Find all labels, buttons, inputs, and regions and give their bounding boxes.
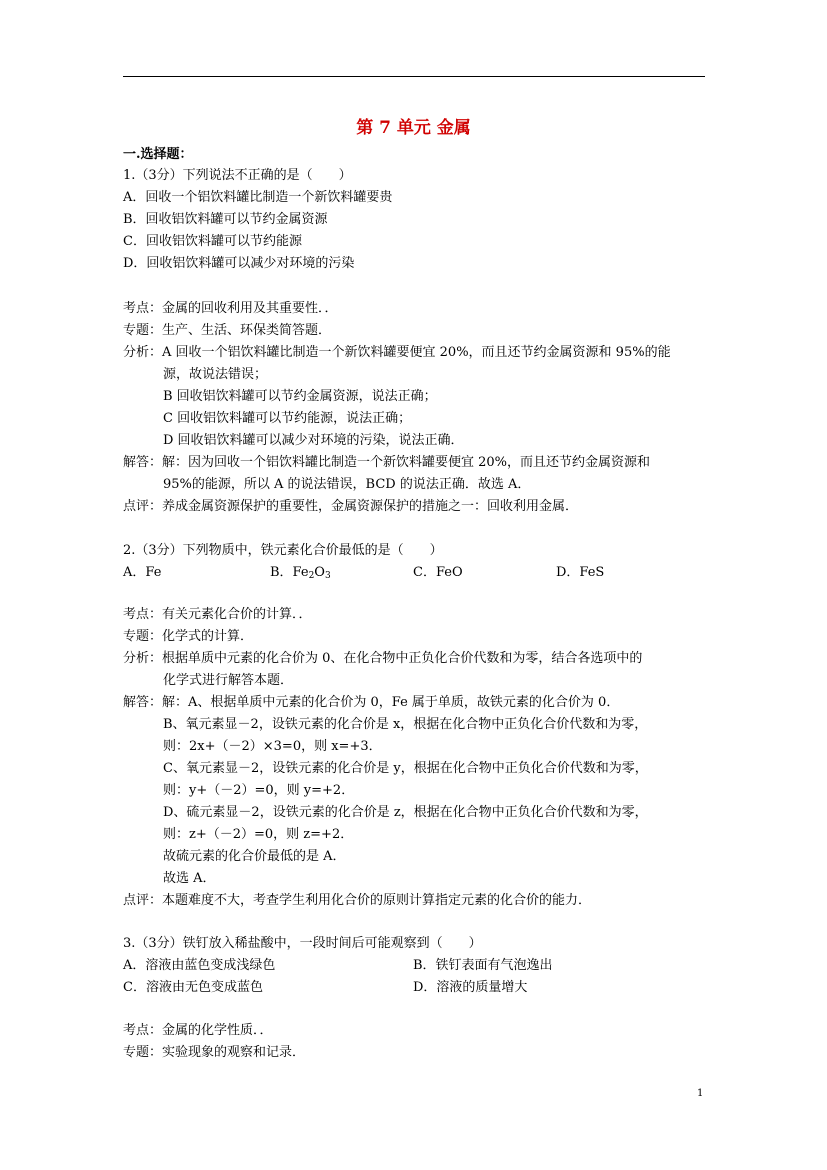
q2-option-c: C．FeO <box>413 565 463 580</box>
q2-jieda-line: 则：y+（－2）=0，则 y=+2． <box>163 783 355 798</box>
q1-zhuanti: 专题：生产、生活、环保类简答题． <box>123 323 332 338</box>
q1-fenxi-line: D 回收铝饮料罐可以减少对环境的污染，说法正确． <box>163 433 464 448</box>
q1-fenxi-line: 源，故说法错误； <box>163 367 268 382</box>
q3-stem: 3.（3分）铁钉放入稀盐酸中，一段时间后可能观察到（ ） <box>123 936 482 951</box>
q3-zhuanti: 专题：实验现象的观察和记录． <box>123 1045 306 1060</box>
q3-option-b: B．铁钉表面有气泡逸出 <box>413 958 553 973</box>
q1-fenxi-line: C 回收铝饮料罐可以节约能源，说法正确； <box>163 411 412 426</box>
q2-jieda-line: 则：z+（－2）=0，则 z=+2． <box>163 827 354 842</box>
q2-jieda-line: 则：2x+（－2）×3=0，则 x=+3． <box>163 739 382 754</box>
q1-stem: 1.（3分）下列说法不正确的是（ ） <box>123 168 352 183</box>
q1-dianping: 点评：养成金属资源保护的重要性，金属资源保护的措施之一：回收利用金属． <box>123 499 579 514</box>
q3-option-a: A．溶液由蓝色变成浅绿色 <box>123 958 276 973</box>
header-rule <box>123 76 705 77</box>
q1-option-d: D．回收铝饮料罐可以减少对环境的污染 <box>123 256 355 271</box>
q2-option-b-sub1: 2 <box>308 571 315 581</box>
q2-option-b-mid: O <box>314 565 325 580</box>
q2-fenxi-line: 分析：根据单质中元素的化合价为 0、在化合物中正负化合价代数和为零，结合各选项中的 <box>123 651 643 666</box>
q2-jieda-line: 故硫元素的化合价最低的是 A． <box>163 849 346 864</box>
q2-option-b-label: B．Fe <box>270 565 309 580</box>
q3-kaodian: 考点：金属的化学性质．． <box>123 1023 273 1038</box>
q1-jieda-line: 解答：解：因为回收一个铝饮料罐比制造一个新饮料罐要便宜 20%，而且还节约金属资源和 <box>123 455 651 470</box>
q2-option-a: A．Fe <box>123 565 162 580</box>
q2-jieda-line: C、氧元素显－2，设铁元素的化合价是 y，根据在化合物中正负化合价代数和为零， <box>163 761 648 776</box>
q2-jieda-line: 故选 A． <box>163 871 216 886</box>
q1-kaodian: 考点：金属的回收利用及其重要性．． <box>123 301 338 316</box>
q3-option-d: D．溶液的质量增大 <box>413 980 528 995</box>
q2-jieda-line: 解答：解：A、根据单质中元素的化合价为 0，Fe 属于单质，故铁元素的化合价为 0． <box>123 695 620 710</box>
q1-option-c: C．回收铝饮料罐可以节约能源 <box>123 234 302 249</box>
q1-jieda-line: 95%的能源，所以 A 的说法错误，BCD 的说法正确．故选 A． <box>163 477 531 492</box>
q2-kaodian: 考点：有关元素化合价的计算．． <box>123 607 312 622</box>
q3-option-c: C．溶液由无色变成蓝色 <box>123 980 263 995</box>
q1-option-b: B．回收铝饮料罐可以节约金属资源 <box>123 212 328 227</box>
q2-zhuanti: 专题：化学式的计算． <box>123 629 254 644</box>
q2-option-b <box>270 564 331 585</box>
page-number: 1 <box>697 1088 704 1099</box>
q1-option-a: A．回收一个铝饮料罐比制造一个新饮料罐要贵 <box>123 190 393 205</box>
q2-jieda-line: D、硫元素显－2，设铁元素的化合价是 z，根据在化合物中正负化合价代数和为零， <box>163 805 648 820</box>
q1-fenxi-line: B 回收铝饮料罐可以节约金属资源，说法正确； <box>163 389 437 404</box>
section-heading: 一.选择题： <box>123 147 193 162</box>
page-title: 第 7 单元 金属 <box>356 118 471 138</box>
q2-fenxi-line: 化学式进行解答本题． <box>163 673 294 688</box>
q2-jieda-line: B、氧元素显－2，设铁元素的化合价是 x，根据在化合物中正负化合价代数和为零， <box>163 717 648 732</box>
q2-option-d: D．FeS <box>556 565 605 580</box>
q2-dianping: 点评：本题难度不大，考查学生利用化合价的原则计算指定元素的化合价的能力． <box>123 893 592 908</box>
q2-option-b-sub2: 3 <box>324 571 331 581</box>
q2-stem: 2.（3分）下列物质中，铁元素化合价最低的是（ ） <box>123 543 443 558</box>
q1-fenxi-line: 分析：A 回收一个铝饮料罐比制造一个新饮料罐要便宜 20%，而且还节约金属资源和 95%的能 <box>123 345 671 360</box>
